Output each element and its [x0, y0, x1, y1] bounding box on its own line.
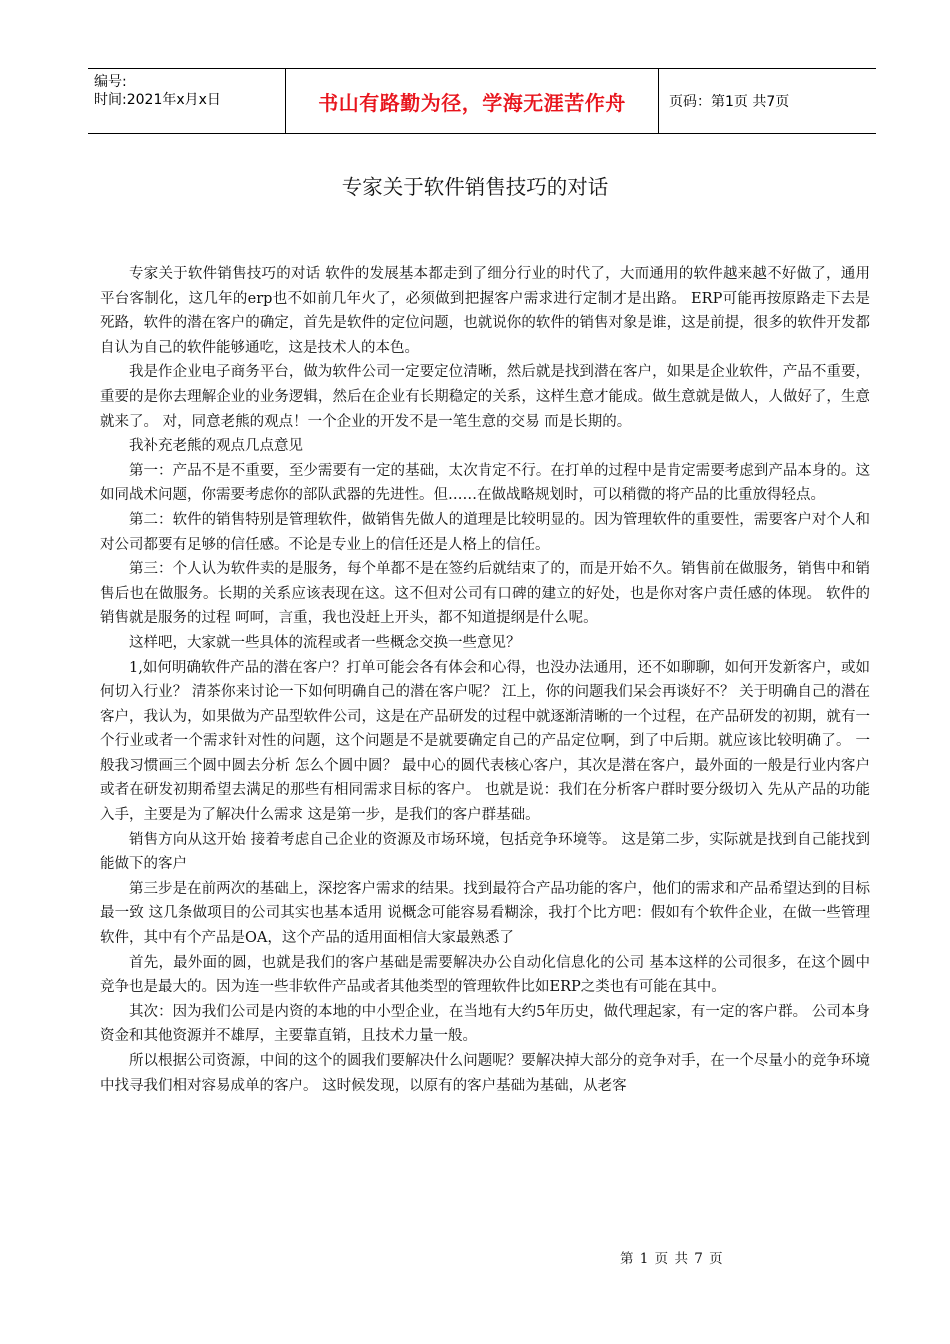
page-footer-number: 第 1 页 共 7 页 [620, 1251, 724, 1267]
document-time-label: 时间:2021年x月x日 [94, 92, 221, 108]
paragraph: 第一：产品不是不重要，至少需要有一定的基础，太次肯定不行。在打单的过程中是肯定需要考虑到产品本身的。这如同战术问题，你需要考虑你的部队武器的先进性。但……在做战略规划时，可以稍微的将产品的比重放得轻点。 [100, 462, 870, 504]
paragraph: 其次：因为我们公司是内资的本地的中小型企业，在当地有大约5年历史，做代理起家，有一定的客户群。 公司本身资金和其他资源并不雄厚，主要靠直销，且技术力量一般。 [100, 1003, 870, 1045]
header-meta-cell [88, 69, 286, 133]
paragraph: 这样吧，大家就一些具体的流程或者一些概念交换一些意见？ [129, 634, 521, 651]
paragraph: 专家关于软件销售技巧的对话 软件的发展基本都走到了细分行业的时代了，大而通用的软件越来越不好做了，通用平台客制化，这几年的erp也不如前几年火了，必须做到把握客户需求进行定制才是出路。 ERP可能再按原路走下去是死路，软件的潜在客户的确定，首先是软件的定位问题，也就说你的软件的销售对象是谁，这是前提，很多的软件开发都自认为自己的软件能够通吃，这是技术人的本色。 [100, 266, 870, 356]
header-page-label: 页码：第1页 共7页 [669, 94, 790, 110]
document-title: 专家关于软件销售技巧的对话 [341, 175, 609, 199]
paragraph: 第二：软件的销售特别是管理软件，做销售先做人的道理是比较明显的。因为管理软件的重要性，需要客户对个人和对公司都要有足够的信任感。不论是专业上的信任还是人格上的信任。 [100, 511, 870, 553]
header-motto: 书山有路勤为径，学海无涯苦作舟 [286, 69, 659, 133]
paragraph: 所以根据公司资源，中间的这个的圆我们要解决什么问题呢？要解决掉大部分的竞争对手，在一个尽量小的竞争环境中找寻我们相对容易成单的客户。 这时候发现，以原有的客户基础为基础，从老客 [100, 1053, 870, 1094]
paragraph: 第三步是在前两次的基础上，深挖客户需求的结果。找到最符合产品功能的客户，他们的需求和产品希望达到的目标最一致 这几条做项目的公司其实也基本适用 说概念可能容易看糊涂，我打个比方吧：假如有个软件企业，在做一些管理软件，其中有个产品是OA，这个产品的适用面相信大家最熟悉了 [100, 880, 870, 947]
paragraph: 我是作企业电子商务平台，做为软件公司一定要定位清晰，然后就是找到潜在客户，如果是企业软件，产品不重要，重要的是你去理解企业的业务逻辑，然后在企业有长期稳定的关系，这样生意才能成。做生意就是做人，人做好了，生意就来了。 对，同意老熊的观点！一个企业的开发不是一笔生意的交易 而是长期的。 [100, 364, 870, 430]
paragraph: 销售方向从这开始 接着考虑自己企业的资源及市场环境，包括竞争环境等。 这是第二步，实际就是找到自己能找到能做下的客户 [100, 831, 870, 873]
document-number-label: 编号: [94, 74, 127, 90]
paragraph: 第三：个人认为软件卖的是服务，每个单都不是在签约后就结束了的，而是开始不久。销售前在做服务，销售中和销售后也在做服务。长期的关系应该表现在这。这不但对公司有口碑的建立的好处，也是你对客户责任感的体现。 软件的销售就是服务的过程 呵呵，言重，我也没赶上开头，都不知道提纲是什么呢。 [100, 561, 870, 627]
paragraph: 我补充老熊的观点几点意见 [129, 438, 303, 455]
document-body [100, 262, 870, 1098]
paragraph: 首先，最外面的圆，也就是我们的客户基础是需要解决办公自动化信息化的公司 基本这样的公司很多，在这个圆中竞争也是最大的。因为连一些非软件产品或者其他类型的管理软件比如ERP之类也有可能在其中。 [100, 954, 870, 996]
page-header [88, 68, 876, 134]
paragraph: 1,如何明确软件产品的潜在客户？打单可能会各有体会和心得，也没办法通用，还不如聊聊，如何开发新客户，或如何切入行业？ 清茶你来讨论一下如何明确自己的潜在客户呢？ 江上，你的问题我们呆会再谈好不？ 关于明确自己的潜在客户，我认为，如果做为产品型软件公司，这是在产品研发的过程中就逐渐清晰的一个过程，在产品研发的初期，就有一个行业或者一个需求针对性的问题，这个问题是不是就要确定自己的产品定位啊，到了中后期。就应该比较明确了。 一般我习惯画三个圆中圆去分析 怎么个圆中圆？ 最中心的圆代表核心客户，其次是潜在客户，最外面的一般是行业内客户或者在研发初期希望去满足的那些有相同需求目标的客户。 也就是说：我们在分析客户群时要分级切入 先从产品的功能入手，主要是为了解决什么需求 这是第一步，是我们的客户群基础。 [100, 659, 870, 824]
